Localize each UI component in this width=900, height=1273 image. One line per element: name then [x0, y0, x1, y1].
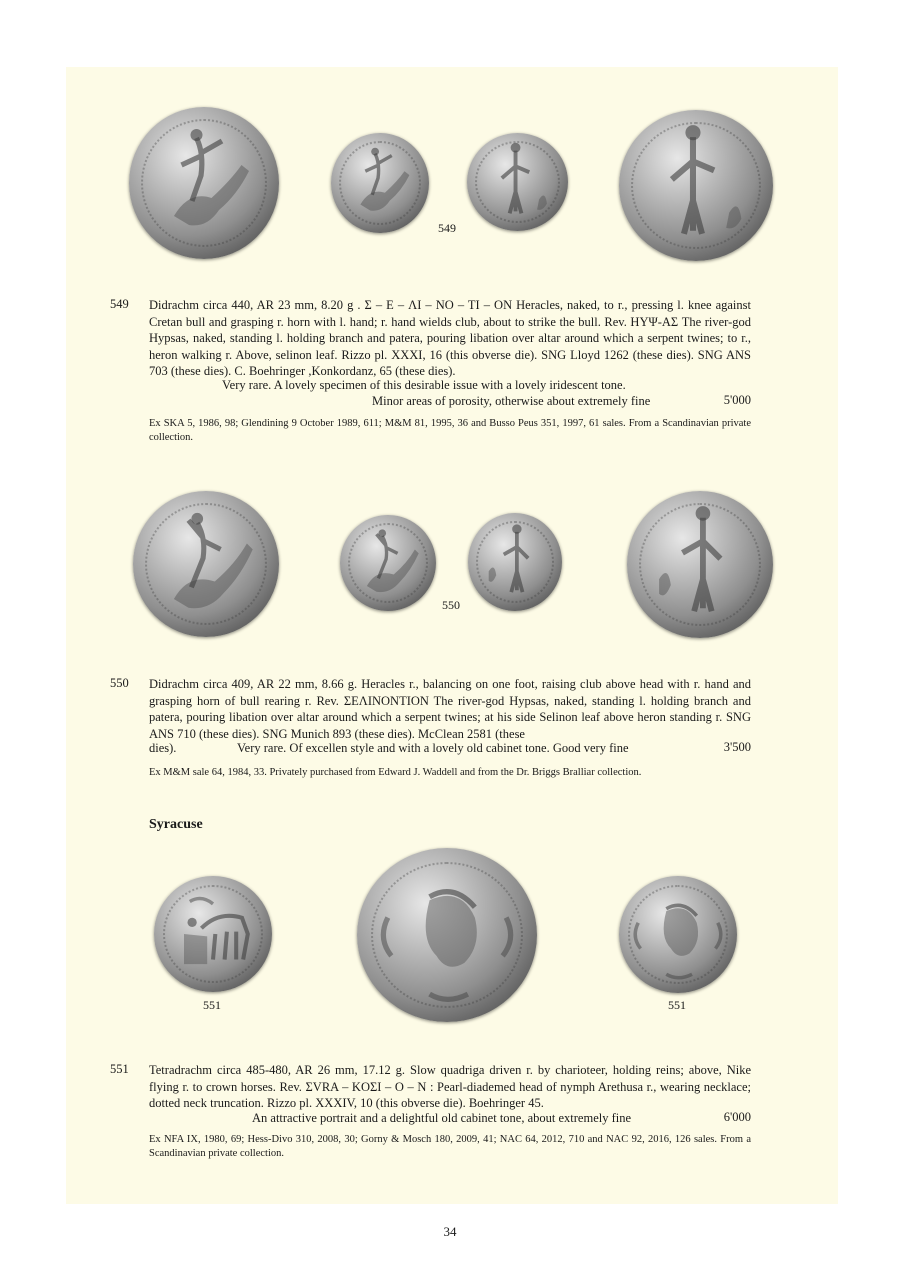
- lot-number-550: 550: [110, 676, 129, 690]
- arethusa-head-icon: [357, 848, 537, 1022]
- lot-description-550: Didrachm circa 409, AR 22 mm, 8.66 g. Heracles r., balancing on one foot, raising club above head with r. hand and grasping horn of bull rearing r. Rev. ΣEΛINONTION The river-god Hypsas, naked, standing l. holding branch and patera, pouring libation over altar around which a serpent twines; at his side Selinon leaf above heron standing r. SNG ANS 710 (these dies). SNG Munich 893 (these dies). McClean 2581 (these: [149, 677, 751, 741]
- coin-551-reverse-small: [619, 876, 737, 993]
- lot-grade-550: Very rare. Of excellen style and with a lovely old cabinet tone. Good very fine: [237, 741, 629, 755]
- coin-549-reverse-small: [467, 133, 568, 231]
- heracles-bull-figure-icon: [133, 491, 279, 637]
- arethusa-head-icon: [619, 876, 737, 993]
- coin-550-reverse-large: [627, 491, 773, 638]
- heracles-bull-figure-icon: [331, 133, 429, 233]
- lot-price-549: 5'000: [723, 393, 751, 407]
- lot-description-549: Didrachm circa 440, AR 23 mm, 8.20 g . Σ – E – ΛI – NO – TI – ON Heracles, naked, to r., pressing l. knee against Cretan bull and grasping r. horn with l. hand; r. hand wields club, about to strike the bull. Rev. HΥΨ-AΣ The river-god Hypsas, naked, standing l. holding branch and patera, pouring libation over altar around which a serpent twines; to r., heron walking r. Above, selinon leaf. Rizzo pl. XXXI, 16 (this obverse die). SNG Lloyd 1262 (these dies). SNG ANS 703 (these dies). C. Boehringer ,Konkordanz, 65 (these dies).: [149, 298, 751, 378]
- lot-description-551: Tetradrachm circa 485-480, AR 26 mm, 17.12 g. Slow quadriga driven r. by charioteer, holding reins; above, Nike flying r. to crown horses. Rev. ΣVRA – KOΣI – O – N : Pearl-diademed head of nymph Arethusa r., wearing necklace; dotted neck truncation. Rizzo pl. XXXIV, 10 (this obverse die). Boehringer 45.: [149, 1063, 751, 1110]
- coin-549-reverse-large: [619, 110, 773, 261]
- lot-provenance-550: Ex M&M sale 64, 1984, 33. Privately purchased from Edward J. Waddell and from the Dr. Briggs Bralliar collection.: [149, 767, 642, 778]
- coin-image-label-550: 550: [442, 598, 460, 612]
- lot-grade-551: An attractive portrait and a delightful old cabinet tone, about extremely fine: [252, 1111, 632, 1125]
- river-god-figure-icon: [619, 110, 773, 261]
- lot-description-550-end: dies).: [149, 741, 177, 755]
- lot-provenance-551: Ex NFA IX, 1980, 69; Hess-Divo 310, 2008, 30; Gorny & Mosch 180, 2009, 41; NAC 64, 2012, 710 and NAC 92, 2016, 126 sales. From a Scandinavian private collection.: [149, 1134, 751, 1159]
- river-god-figure-icon: [627, 491, 773, 638]
- coin-550-obverse-large: [133, 491, 279, 637]
- coin-551-obverse: [154, 876, 272, 992]
- lot-price-551: 6'000: [723, 1110, 751, 1124]
- coin-image-label-549: 549: [438, 221, 456, 235]
- lot-grade-549-line1: Very rare. A lovely specimen of this desirable issue with a lovely iridescent tone.: [222, 378, 626, 392]
- coin-549-obverse-large: [129, 107, 279, 259]
- river-god-figure-icon: [467, 133, 568, 231]
- heracles-bull-figure-icon: [340, 515, 436, 611]
- lot-number-551: 551: [110, 1062, 129, 1076]
- lot-grade-549-line2: Minor areas of porosity, otherwise about extremely fine: [372, 394, 651, 408]
- coin-image-label-551-left: 551: [203, 998, 221, 1012]
- section-heading: Syracuse: [149, 817, 203, 832]
- lot-number-549: 549: [110, 297, 129, 311]
- coin-550-obverse-small: [340, 515, 436, 611]
- heracles-bull-figure-icon: [129, 107, 279, 259]
- coin-550-reverse-small: [468, 513, 562, 611]
- coin-549-obverse-small: [331, 133, 429, 233]
- page-number: 34: [443, 1224, 457, 1239]
- coin-551-reverse-large: [357, 848, 537, 1022]
- river-god-figure-icon: [468, 513, 562, 611]
- lot-price-550: 3'500: [723, 740, 751, 754]
- coin-image-label-551-right: 551: [668, 998, 686, 1012]
- lot-provenance-549: Ex SKA 5, 1986, 98; Glendining 9 October 1989, 611; M&M 81, 1995, 36 and Busso Peus 351, 1997, 61 sales. From a Scandinavian private collection.: [149, 418, 751, 443]
- quadriga-figure-icon: [154, 876, 272, 992]
